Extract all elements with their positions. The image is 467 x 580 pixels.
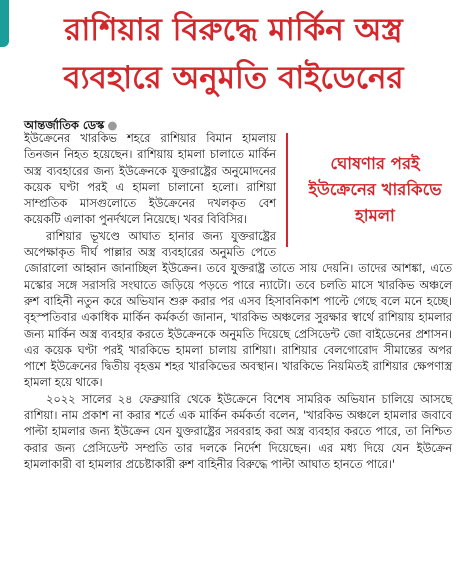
pull-quote-box bbox=[286, 133, 452, 247]
headline-line-2: ব্যবহারে অনুমতি বাইডেনের bbox=[63, 60, 404, 96]
paragraph-1: ইউক্রেনের খারকিভ শহরে রাশিয়ার বিমান হামলায় তিনজন নিহত হয়েছেন। রাশিয়ায় হামলা চালাতে মার্কিন অস্ত্র ব্যবহারের জন্য ইউক্রেনকে যুক্তরাষ্ট্রের অনুমোদনের কয়েক ঘণ্টা পরই এ হামলা চালানো হলো। রাশিয়া সাম্প্রতিক মাসগুলোতে ইউক্রেনের দখলকৃত বেশ কয়েকটি এলাকা পুনর্দখলে নিয়েছে। খবর বিবিসির। bbox=[24, 132, 276, 227]
headline-line-1: রাশিয়ার বিরুদ্ধে মার্কিন অস্ত্র bbox=[64, 12, 403, 48]
paragraph-2: রাশিয়ার ভূখণ্ডে আঘাত হানার জন্য যুক্তরাষ্ট্রের অপেক্ষাকৃত দীর্ঘ পাল্লার অস্ত্র ব্যবহারের অনুমতি পেতে জোরালো আহ্বান জানাচ্ছিল ইউক্রেন। তবে যুক্তরাষ্ট্র তাতে সায় দেয়নি। তাদের আশঙ্কা, এতে মস্কোর সঙ্গে সরাসরি সংঘাতে জড়িয়ে পড়তে পারে ন্যাটো। তবে চলতি মাসে খারকিভ অঞ্চলে রুশ বাহিনী নতুন করে অভিযান শুরু করার পর এসব হিসাবনিকাশ পাল্টে গেছে বলে মনে হচ্ছে। বৃহস্পতিবার একাধিক মার্কিন কর্মকর্তা জানান, খারকিভ অঞ্চলের সুরক্ষার স্বার্থে রাশিয়ায় হামলার জন্য মার্কিন অস্ত্র ব্যবহার করতে ইউক্রেনকে অনুমতি দিয়েছে প্রেসিডেন্ট জো বাইডেনের প্রশাসন। এর কয়েক ঘণ্টা পরই খারকিভে হামলা চালায় রাশিয়া। রাশিয়ার বেলগোরোদ সীমান্তের অপর পাশে ইউক্রেনের দ্বিতীয় বৃহত্তম শহর খারকিভের অবস্থান। খারকিভে নিয়মিতই রাশিয়ার ক্ষেপণাস্ত্র হামলা হয়ে থাকে। bbox=[24, 229, 452, 390]
desk-label: আন্তর্জাতিক ডেস্ক bbox=[24, 118, 105, 132]
headline bbox=[0, 6, 467, 102]
paragraph-3: ২০২২ সালের ২৪ ফেব্রুয়ারি থেকে ইউক্রেনে বিশেষ সামরিক অভিযান চালিয়ে আসছে রাশিয়া। নাম প্রকাশ না করার শর্তে এক মার্কিন কর্মকর্তা বলেন, 'খারকিভ অঞ্চলে হামলার জবাবে পাল্টা হামলার জন্য ইউক্রেন যেন যুক্তরাষ্ট্রের সরবরাহ করা অস্ত্র ব্যবহার করতে পারে, তা নিশ্চিত করার জন্য প্রেসিডেন্ট সম্প্রতি তার দলকে নির্দেশ দিয়েছেন। এর মধ্য দিয়ে যেন ইউক্রেন হামলাকারী বা হামলার প্রচেষ্টাকারী রুশ বাহিনীর বিরুদ্ধে পাল্টা আঘাত হানতে পারে।' bbox=[24, 392, 452, 471]
bullet-icon: ● bbox=[107, 118, 118, 132]
pull-quote: ঘোষণার পরই ইউক্রেনের খারকিভে হামলা bbox=[308, 154, 442, 225]
article-body bbox=[24, 131, 452, 473]
